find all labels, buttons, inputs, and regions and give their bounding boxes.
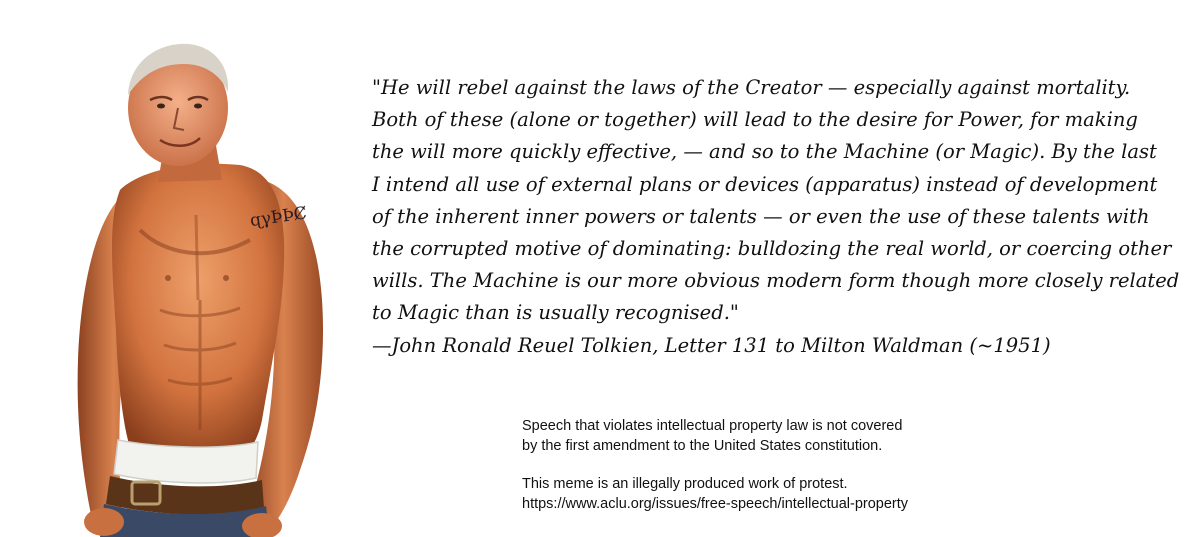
notice-line: This meme is an illegally produced work of protest. (522, 476, 848, 492)
quote-line: "He will rebel against the laws of the Creator — especially against mortality. (372, 76, 1131, 99)
shirtless-man-illustration (0, 0, 360, 537)
notice-line: by the first amendment to the United States constitution. (522, 437, 883, 454)
underwear-waistband (114, 440, 258, 483)
quote-line: the will more quickly effective, — and so to the Machine (or Magic). By the last (372, 140, 1157, 164)
notice-line: Speech that violates intellectual property law is not covered (522, 418, 903, 434)
quote-attribution: —John Ronald Reuel Tolkien, Letter 131 to Milton Waldman (~1951) (372, 333, 1051, 357)
quote-line: of the inherent inner powers or talents — or even the use of these talents with (372, 204, 1150, 228)
tolkien-quote (372, 72, 1187, 362)
aclu-url: https://www.aclu.org/issues/free-speech/intellectual-property (522, 495, 909, 512)
torso (112, 164, 284, 456)
quote-line: to Magic than is usually recognised." (372, 301, 739, 325)
quote-line: wills. The Machine is our more obvious modern form though more closely related (372, 269, 1180, 293)
quote-line: I intend all use of external plans or devices (apparatus) instead of development (372, 172, 1158, 196)
arm-tattoo: ɋγÞÞȻ (248, 203, 309, 232)
paragraph-gap (522, 456, 1002, 475)
quote-line: the corrupted motive of dominating: bulldozing the real world, or coercing other (372, 237, 1172, 261)
left-hand (84, 508, 124, 536)
quote-line: Both of these (alone or together) will lead to the desire for Power, for making (372, 108, 1138, 132)
legal-notice (522, 417, 1002, 514)
